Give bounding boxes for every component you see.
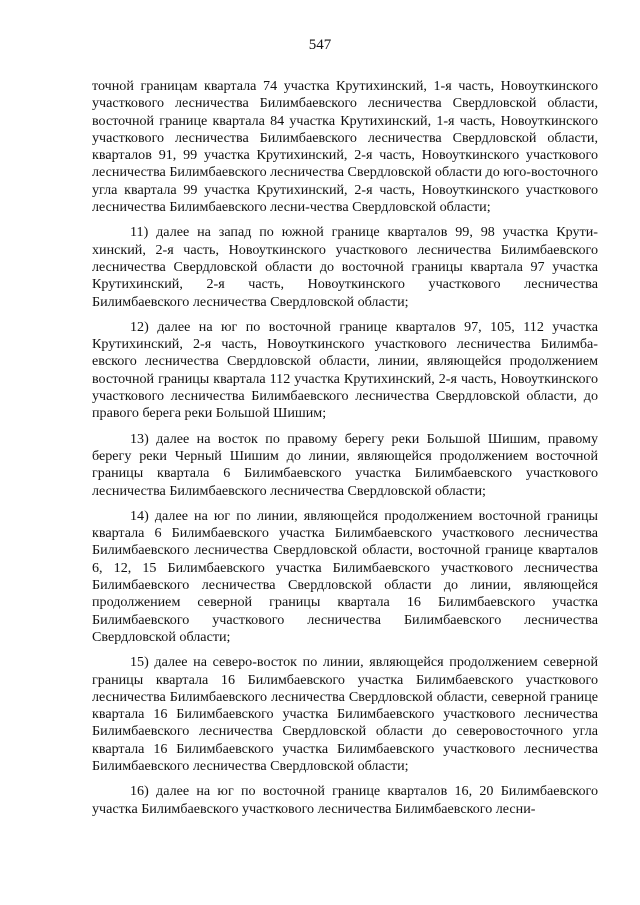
paragraph-item-14: 14) далее на юг по линии, являющейся продолжением восточной границы квартала 6 Билимбаевского участка Билимбаевского участкового лесничества Билимбаевского лесничества Свердловской области, восточной границе кварталов 6, 12, 15 Билимбаевского участка Билимбаевского участкового лесничества Билимбаевского лесничества Свердловской области до линии, являющейся продолжением северной границы квартала 16 Билимбаевского участка Билимбаевского участкового лесничества Билимбаевского лесничества Свердловской области; bbox=[92, 507, 598, 645]
document-body bbox=[92, 78, 598, 826]
page-number: 547 bbox=[308, 37, 332, 53]
paragraph-item-12: 12) далее на юг по восточной границе кварталов 97, 105, 112 участка Крутихинский, 2-я часть, Новоуткинского участкового лесничества Билимбаевского лесничества Свердловской области, линии, являющейся продолжением восточной границы квартала 112 участка Крутихинский, 2-я часть, Новоуткинского участкового лесничества Билимбаевского лесничества Свердловской области, до правого берега реки Большой Шишим; bbox=[92, 318, 598, 422]
paragraph-continuation: точной границам квартала 74 участка Крутихинский, 1-я часть, Новоуткинского участкового лесничества Билимбаевского лесничества Свердловской области, восточной границе квартала 84 участка Крутихинский, 1-я часть, Новоуткинского участкового лесничества Билимбаевского лесничества Свердловской области, кварталов 91, 99 участка Крутихинский, 2-я часть, Новоуткинского участкового лесничества Билимбаевского лесничества Свердловской области до юго-восточного угла квартала 99 участка Крутихинский, 2-я часть, Новоуткинского участкового лесничества Билимбаевского лесни-чества Свердловской области; bbox=[92, 78, 598, 216]
paragraph-item-11: 11) далее на запад по южной границе кварталов 99, 98 участка Крутихинский, 2-я часть, Новоуткинского участкового лесничества Билимбаевского лесничества Свердловской области до восточной границы квартала 97 участка Крутихинский, 2-я часть, Новоуткинского участкового лесничества Билимбаевского лесничества Свердловской области; bbox=[92, 224, 598, 310]
paragraph-item-15: 15) далее на северо-восток по линии, являющейся продолжением северной границы квартала 16 Билимбаевского участка Билимбаевского участкового лесничества Билимбаевского лесничества Свердловской области, северной границе квартала 16 Билимбаевского участка Билимбаевского участкового лесничества Билимбаевского лесничества Свердловской области до северовосточного угла квартала 16 Билимбаевского участка Билимбаевского участкового лесничества Билимбаевского лесничества Свердловской области; bbox=[92, 654, 598, 774]
paragraph-item-13: 13) далее на восток по правому берегу реки Большой Шишим, правому берегу реки Черный Шишим до линии, являющейся продолжением восточной границы квартала 6 Билимбаевского участка Билимбаевского участкового лесничества Билимбаевского лесничества Свердловской области; bbox=[92, 430, 598, 499]
paragraph-item-16: 16) далее на юг по восточной границе кварталов 16, 20 Билимбаевского участка Билимбаевского участкового лесничества Билимбаевского лесни- bbox=[92, 783, 598, 817]
